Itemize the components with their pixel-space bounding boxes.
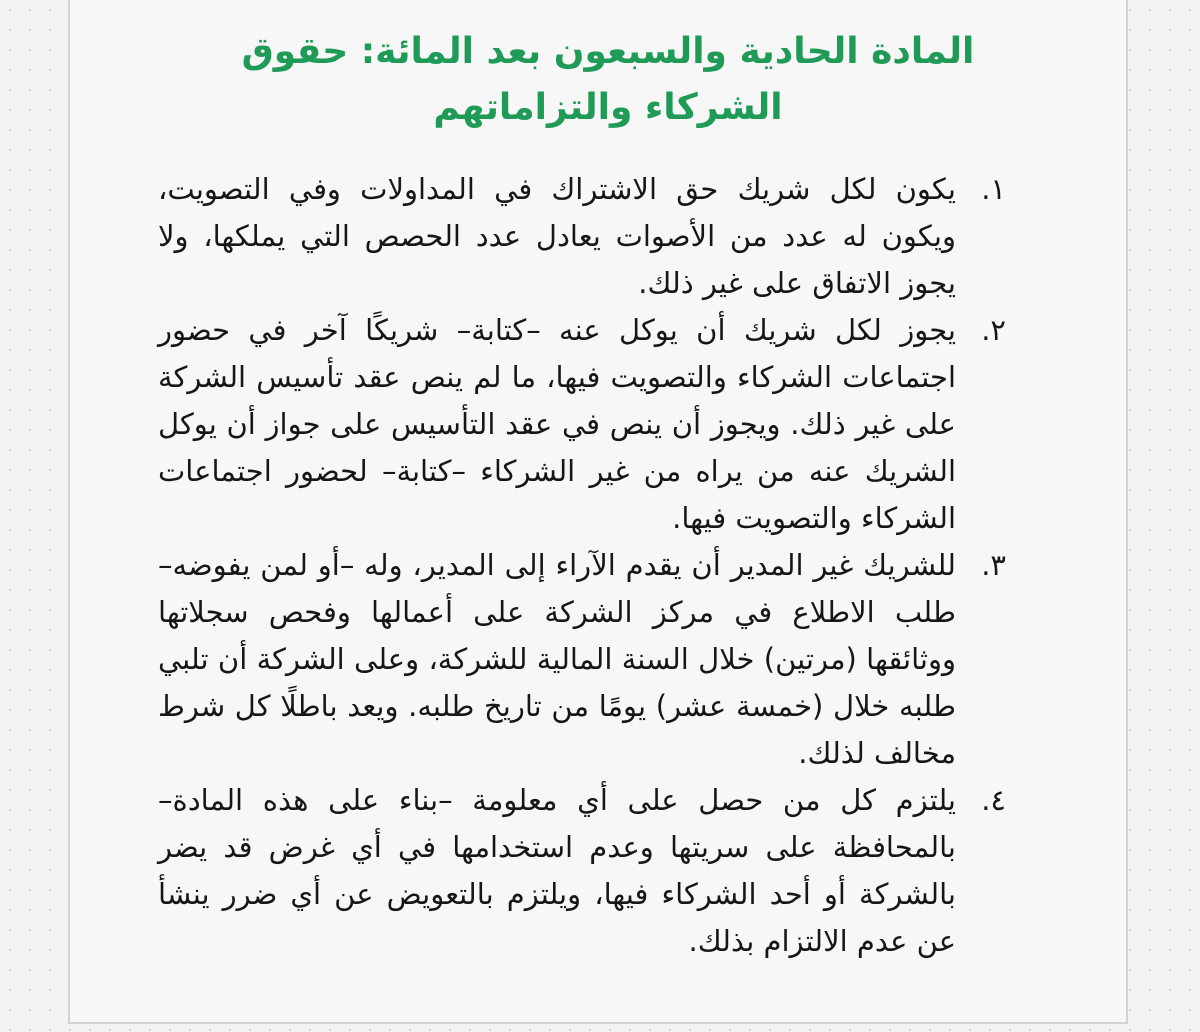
article-title: المادة الحادية والسبعون بعد المائة: حقوق الشركاء والتزاماتهم	[241, 31, 975, 128]
clause-text: يجوز لكل شريك أن يوكل عنه –كتابة– شريكًا آخر في حضور اجتماعات الشركاء والتصويت فيها، ما لم ينص عقد تأسيس الشركة على غير ذلك. ويجوز أن ينص في عقد التأسيس على جواز أن يوكل الشريك عنه من يراه من غير الشركاء –كتابة– لحضور اجتماعات الشركاء والتصويت فيها.	[158, 313, 956, 535]
clause-item	[158, 166, 1006, 307]
clause-item	[158, 542, 1006, 777]
clause-number: ٣.	[981, 548, 1006, 582]
clause-number: ٤.	[981, 783, 1006, 817]
clause-text: للشريك غير المدير أن يقدم الآراء إلى المدير، وله –أو لمن يفوضه– طلب الاطلاع في مركز الشركة على أعمالها وفحص سجلاتها ووثائقها (مرتين) خلال السنة المالية للشركة، وعلى الشركة أن تلبي طلبه خلال (خمسة عشر) يومًا من تاريخ طلبه. ويعد باطلًا كل شرط مخالف لذلك.	[158, 548, 956, 770]
clause-number: ١.	[981, 172, 1006, 206]
clause-number: ٢.	[981, 313, 1006, 347]
clause-item	[158, 777, 1006, 965]
article-clauses-list	[158, 166, 1006, 965]
clause-item	[158, 307, 1006, 542]
clause-text: يكون لكل شريك حق الاشتراك في المداولات وفي التصويت، ويكون له عدد من الأصوات يعادل عدد الحصص التي يملكها، ولا يجوز الاتفاق على غير ذلك.	[158, 172, 956, 300]
article-card	[68, 0, 1128, 1024]
clause-text: يلتزم كل من حصل على أي معلومة –بناء على هذه المادة– بالمحافظة على سريتها وعدم استخدامها في أي غرض قد يضر بالشركة أو أحد الشركاء فيها، ويلتزم بالتعويض عن أي ضرر ينشأ عن عدم الالتزام بذلك.	[158, 783, 956, 958]
